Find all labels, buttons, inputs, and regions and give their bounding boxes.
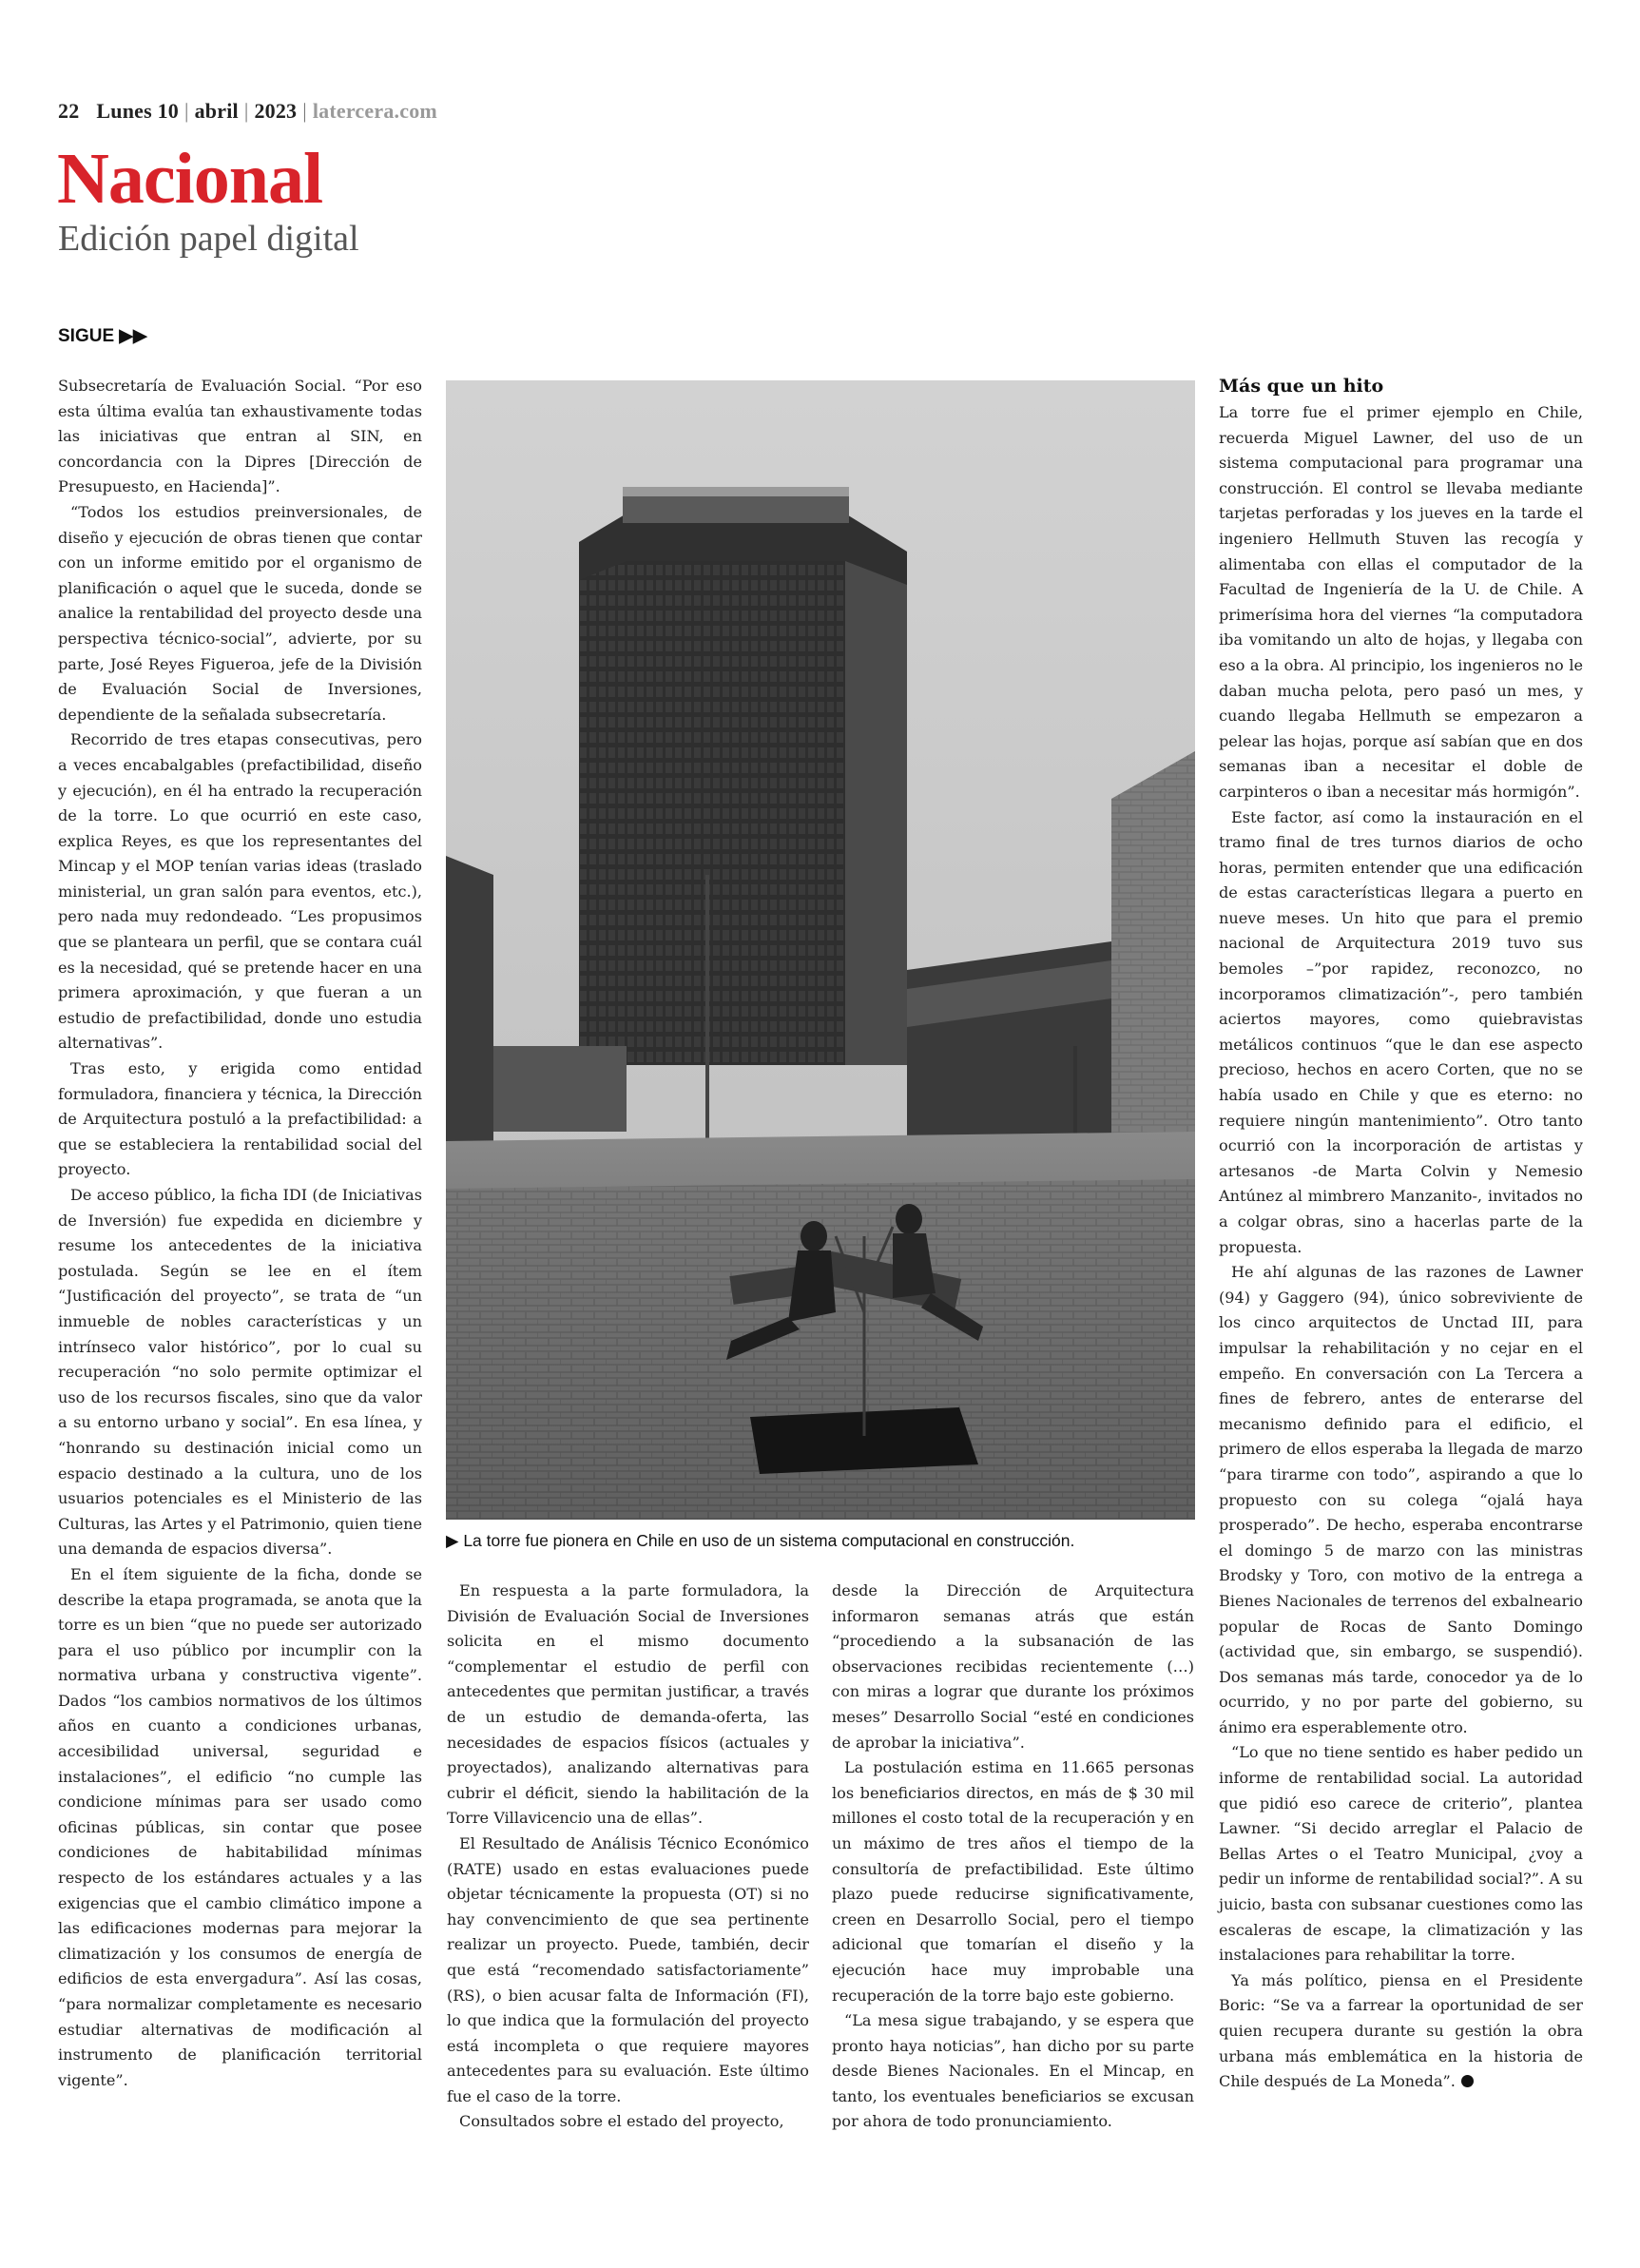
end-of-article-icon [1461,2075,1474,2087]
article-column-3 [832,1579,1194,2135]
page-number: 22 [58,99,80,123]
header-separator: | [243,99,249,123]
paragraph: La postulación estima en 11.665 personas los beneficiarios directos, en más de $ 30 mil millones el costo total de la recuperación y en un máximo de tres años el tiempo de la consultoría de prefactibilidad. Este último plazo puede reducirse significativamente, creen en Desarrollo Social, pero el tiempo adicional que tomarían el diseño y la ejecución hace muy improbable una recuperación de la torre bajo este gobierno. [832,1758,1194,2005]
subheading: Más que un hito [1219,376,1384,397]
tower-photo-image [446,380,1195,1520]
paragraph: “Lo que no tiene sentido es haber pedido un informe de rentabilidad social. La autoridad que pidió eso carece de criterio”, plantea Lawner. “Si decido arreglar el Palacio de Bellas Artes o el Teatro Municipal, ¿voy a pedir un informe de rentabilidad social?”. A su juicio, basta con subsanar cuestiones como las escaleras de escape, la climatización y las instalaciones para rehabilitar la torre. [1219,1743,1583,1965]
paragraph: En respuesta a la parte formuladora, la División de Evaluación Social de Inversiones solicita en el mismo documento “complementar el estudio de perfil con antecedentes que permitan justificar, a través de un estudio de demanda-oferta, las necesidades de espacios físicos (actuales y proyectados), analizando alternativas para cubrir el déficit, siendo la habilitación de la Torre Villavicencio una de ellas”. [447,1581,809,1828]
paragraph: “Todos los estudios preinversionales, de diseño y ejecución de obras tienen que contar con un informe emitido por el organismo de planificación o aquel que le suceda, donde se analice la rentabilidad del proyecto desde una perspectiva técnico-social”, advierte, por su parte, José Reyes Figueroa, jefe de la División de Evaluación Social de Inversiones, dependiente de la señalada subsecretaría. [58,502,422,724]
paragraph: De acceso público, la ficha IDI (de Iniciativas de Inversión) fue expedida en diciembre y resume los antecedentes de la iniciativa postulada. Según se lee en el ítem “Justificación del proyecto”, se trata de “un inmueble de nobles características y un intrínseco valor histórico”, por lo cual su recuperación “no solo permite optimizar el uso de los recursos fiscales, sino que da valor a su entorno urbano y social”. En esa línea, y “honrando su destinación inicial como un espacio destinado a la cultura, uno de los usuarios potenciales es el Ministerio de las Culturas, las Artes y el Patrimonio, quien tiene una demanda de espacios diversa”. [58,1186,422,1559]
section-title: Nacional [57,139,323,219]
article-column-2 [447,1579,809,2135]
photo-caption: ▶ La torre fue pionera en Chile en uso de un sistema computacional en construcción. [446,1531,1075,1550]
page-header [58,99,437,124]
closing-sentence: Ya más político, piensa en el Presidente Boric: “Se va a farrear la oportunidad de ser quien recupera durante su gestión la obra urbana más emblemática en la historia de Chile después de La Moneda”. [1219,1970,1583,2091]
paragraph: En el ítem siguiente de la ficha, donde se describe la etapa programada, se anota que la torre es un bien “que no puede ser autorizado para el uso público por incumplir con la normativa urbana y constructiva vigente”. Dados “los cambios normativos de los últimos años en cuanto a condiciones urbanas, accesibilidad universal, seguridad e instalaciones”, el edificio “no cumple las condicione mínimas para ser usado como oficinas públicas, sin contar que posee condiciones de habitabilidad mínimas respecto de los estándares actuales y a las exigencias que el cambio climático impone a las edificaciones modernas para mejorar la climatización y los consumos de energía de edificios de esta envergadura”. Así las cosas, “para normalizar completamente es necesario estudiar alternativas de modificación al instrumento de planificación territorial vigente”. [58,1564,422,2089]
paragraph: Recorrido de tres etapas consecutivas, pero a veces encabalgables (prefactibilidad, diseño y ejecución), en él ha entrado la recuperación de la torre. Lo que ocurrió en este caso, explica Reyes, es que los representantes del Mincap y el MOP tenían varias ideas (traslado ministerial, un gran salón para eventos, etc.), pero nada muy redondeado. “Les propusimos que se planteara un perfil, que se contara cuál es la necesidad, qué se pretende hacer en una primera aproximación, y que fueran a un estudio de prefactibilidad, donde uno estudia alternativas”. [58,730,422,1053]
paragraph [1219,1968,1583,2095]
header-separator: | [183,99,189,123]
paragraph: Este factor, así como la instauración en el tramo final de tres turnos diarios de ocho horas, permiten entender que una edificación de estas características llegara a puerto en nueve meses. Un hito que para el premio nacional de Arquitectura 2019 tuvo sus bemoles –”por rapidez, reconozco, no incorporamos climatización”-, pero también aciertos mayores, como quiebravistas metálicos continuos “que le dan ese aspecto precioso, hechos en acero Corten, que no se había usado en Chile y que es eterno: no requiere ningún mantenimiento”. Otro tanto ocurrió con la incorporación de artistas y artesanos -de Marta Colvin y Nemesio Antúnez al mimbrero Manzanito-, invitados no a colgar obras, sino a hacerlas parte de la propuesta. [1219,807,1583,1256]
paragraph: La torre fue el primer ejemplo en Chile, recuerda Miguel Lawner, del uso de un sistema computacional para programar una construcción. El control se llevaba mediante tarjetas perforadas y los jueves en la tarde el ingeniero Hellmuth Stuven las recogía y alimentaba con ellas el computador de la Facultad de Ingeniería de la U. de Chile. A primerísima hora del viernes “la computadora iba vomitando un alto de hojas, y llegaba con eso a la obra. Al principio, los ingenieros no le daban mucha pelota, pero pasó un mes, y cuando llegaba Hellmuth se empezaron a pelear las hojas, porque así sabían que en dos semanas iban a necesitar el doble de carpinteros o iban a necesitar más hormigón”. [1219,403,1583,801]
paragraph: El Resultado de Análisis Técnico Económico (RATE) usado en estas evaluaciones puede objetar técnicamente la propuesta (OT) si no hay convencimiento de que sea pertinente realizar un proyecto. Puede, también, decir que está “recomendado satisfactoriamente” (RS), o bien acusar falta de Información (FI), lo que indica que la formulación del proyecto está incompleta o que requiere mayores antecedentes para su evaluación. Este último fue el caso de la torre. [447,1833,809,2105]
header-separator: | [302,99,307,123]
continued-marker: SIGUE ▶▶ [58,326,147,346]
tower-photo [446,380,1195,1520]
header-year: 2023 [254,99,298,123]
header-month: abril [194,99,239,123]
paragraph: “La mesa sigue trabajando, y se espera que pronto haya noticias”, han dicho por su parte desde Bienes Nacionales. En el Mincap, en tanto, los eventuales beneficiarios se excusan por ahora de todo pronunciamiento. [832,2011,1194,2131]
paragraph: Subsecretaría de Evaluación Social. “Por eso esta última evalúa tan exhaustivamente todas las iniciativas que entran al SIN, en concordancia con la Dipres [Dirección de Presupuesto, en Hacienda]”. [58,377,422,496]
section-subtitle: Edición papel digital [58,219,359,259]
header-site[interactable]: latercera.com [312,99,437,123]
header-day: Lunes 10 [96,99,179,123]
article-column-1 [58,374,422,2093]
paragraph: desde la Dirección de Arquitectura informaron semanas atrás que están “procediendo a la subsanación de las observaciones recibidas recientemente (…) con miras a lograr que durante los próximos meses” Desarrollo Social “esté en condiciones de aprobar la iniciativa”. [832,1581,1194,1752]
paragraph: He ahí algunas de las razones de Lawner (94) y Gaggero (94), único sobreviviente de los cinco arquitectos de Unctad III, para impulsar la rehabilitación y no cejar en el empeño. En conversación con La Tercera a fines de febrero, antes de enterarse del mecanismo definido para el edificio, el primero de ellos esperaba la llegada de marzo “para tirarme con todo”, aspirando a que lo propuesto con su colega “ojalá haya prosperado”. De hecho, esperaba encontrarse el domingo 5 de marzo con las ministras Brodsky y Toro, con motivo de la entrega a Bienes Nacionales de terrenos del exbalneario popular de Rocas de Santo Domingo (actividad que, sin embargo, se suspendió). Dos semanas más tarde, conocedor ya de lo ocurrido, y no por parte del gobierno, su ánimo era esperablemente otro. [1219,1263,1583,1736]
paragraph: Tras esto, y erigida como entidad formuladora, financiera y técnica, la Dirección de Arquitectura postuló a la prefactibilidad: a que se estableciera la rentabilidad social del proyecto. [58,1059,422,1179]
paragraph: Consultados sobre el estado del proyecto, [459,2112,784,2131]
article-column-4 [1219,374,1583,2095]
